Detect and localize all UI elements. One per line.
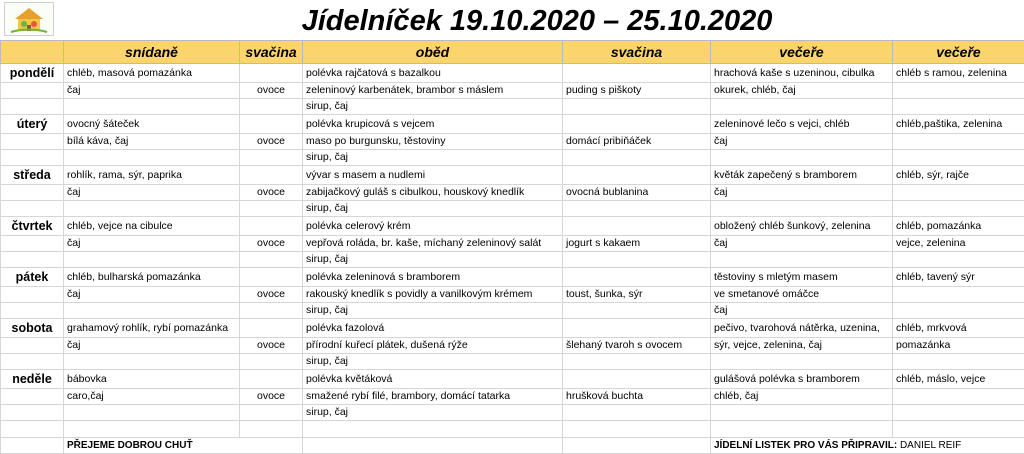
menu-cell: domácí pribiňáček [563,134,711,150]
table-row [1,99,1024,115]
menu-cell [563,64,711,83]
menu-cell [711,150,893,166]
menu-cell [240,64,303,83]
menu-cell [563,166,711,185]
day-label: neděle [1,370,64,389]
menu-cell: bábovka [64,370,240,389]
menu-cell: chléb, bulharská pomazánka [64,268,240,287]
menu-cell [64,150,240,166]
empty-cell [1,389,64,405]
menu-cell [240,166,303,185]
menu-cell: vepřová roláda, br. kaše, míchaný zeleninový salát [303,236,563,252]
menu-cell [240,150,303,166]
table-row [1,134,1024,150]
menu-cell: sirup, čaj [303,99,563,115]
header-breakfast: snídaně [64,41,240,64]
table-row [1,405,1024,421]
menu-cell: ovocná bublanina [563,185,711,201]
menu-cell: šlehaný tvaroh s ovocem [563,338,711,354]
footer-row [1,438,1024,454]
menu-cell: těstoviny s mletým masem [711,268,893,287]
menu-cell: pomazánka [893,338,1024,354]
footer-author-name: DANIEL REIF [897,440,961,451]
spacer-row [1,421,1024,438]
menu-cell [240,303,303,319]
menu-cell: chléb, čaj [711,389,893,405]
menu-cell [240,405,303,421]
table-row [1,319,1024,338]
menu-cell: polévka květáková [303,370,563,389]
empty-cell [1,236,64,252]
table-row [1,338,1024,354]
menu-cell: gulášová polévka s bramborem [711,370,893,389]
menu-cell [240,268,303,287]
menu-cell: sirup, čaj [303,252,563,268]
menu-cell: polévka zeleninová s bramborem [303,268,563,287]
empty-cell [1,201,64,217]
menu-cell: přírodní kuřecí plátek, dušená rýže [303,338,563,354]
menu-cell: ovoce [240,236,303,252]
menu-cell [893,134,1024,150]
menu-cell: zabijačkový guláš s cibulkou, houskový knedlík [303,185,563,201]
menu-cell: vývar s masem a nudlemi [303,166,563,185]
footer-prepared-by-label: JÍDELNÍ LISTEK PRO VÁS PŘIPRAVIL: [714,440,897,451]
table-row [1,115,1024,134]
menu-cell: hrachová kaše s uzeninou, cibulka [711,64,893,83]
menu-cell: bílá káva, čaj [64,134,240,150]
table-row [1,252,1024,268]
menu-cell: obložený chléb šunkový, zelenina [711,217,893,236]
menu-cell [711,354,893,370]
menu-cell [240,99,303,115]
menu-cell: ovoce [240,389,303,405]
menu-cell: ve smetanové omáčce [711,287,893,303]
menu-cell: čaj [64,185,240,201]
menu-cell: hrušková buchta [563,389,711,405]
menu-cell [240,115,303,134]
menu-cell: ovocný šáteček [64,115,240,134]
day-label: pátek [1,268,64,287]
menu-cell: čaj [711,236,893,252]
menu-cell [240,201,303,217]
menu-cell: sýr, vejce, zelenina, čaj [711,338,893,354]
menu-cell: rakouský knedlík s povidly a vanilkovým krémem [303,287,563,303]
menu-cell [64,303,240,319]
menu-cell [563,319,711,338]
empty-cell [1,185,64,201]
menu-cell [893,287,1024,303]
menu-cell: polévka krupicová s vejcem [303,115,563,134]
menu-cell [240,354,303,370]
menu-cell: ovoce [240,185,303,201]
menu-cell: zeleninové lečo s vejci, chléb [711,115,893,134]
menu-cell: chléb, pomazánka [893,217,1024,236]
menu-cell: chléb, sýr, rajče [893,166,1024,185]
table-row [1,166,1024,185]
menu-cell: sirup, čaj [303,354,563,370]
menu-cell [563,115,711,134]
menu-cell [563,252,711,268]
menu-cell [64,354,240,370]
menu-cell: grahamový rohlík, rybí pomazánka [64,319,240,338]
menu-cell [240,252,303,268]
table-row [1,150,1024,166]
table-row [1,303,1024,319]
menu-cell [240,319,303,338]
menu-cell: chléb, masová pomazánka [64,64,240,83]
empty-cell [1,83,64,99]
menu-cell [893,83,1024,99]
menu-cell [563,370,711,389]
table-row [1,236,1024,252]
menu-cell: sirup, čaj [303,201,563,217]
table-row [1,287,1024,303]
empty-cell [1,354,64,370]
header-lunch: oběd [303,41,563,64]
menu-cell: caro,čaj [64,389,240,405]
menu-cell: toust, šunka, sýr [563,287,711,303]
day-label: pondělí [1,64,64,83]
menu-cell [563,354,711,370]
table-row [1,83,1024,99]
menu-cell [893,354,1024,370]
header-second-dinner: večeře [893,41,1024,64]
menu-cell [64,99,240,115]
empty-cell [1,287,64,303]
menu-cell [893,303,1024,319]
page-title: Jídelníček 19.10.2020 – 25.10.2020 [0,2,1024,40]
menu-cell: chléb s ramou, zelenina [893,64,1024,83]
menu-cell [893,150,1024,166]
table-row [1,217,1024,236]
menu-cell [893,405,1024,421]
menu-table [0,40,1024,454]
menu-cell [240,370,303,389]
table-row [1,370,1024,389]
menu-cell: sirup, čaj [303,150,563,166]
day-label: středa [1,166,64,185]
menu-cell: ovoce [240,338,303,354]
menu-cell [240,217,303,236]
menu-cell: chléb, vejce na cibulce [64,217,240,236]
menu-cell: rohlík, rama, sýr, paprika [64,166,240,185]
menu-cell: vejce, zelenina [893,236,1024,252]
menu-cell [893,389,1024,405]
table-row [1,185,1024,201]
day-label: čtvrtek [1,217,64,236]
menu-cell: chléb, mrkvová [893,319,1024,338]
menu-cell [64,405,240,421]
day-label: úterý [1,115,64,134]
menu-cell: smažené rybí filé, brambory, domácí tatarka [303,389,563,405]
menu-cell: polévka fazolová [303,319,563,338]
menu-cell: polévka rajčatová s bazalkou [303,64,563,83]
menu-cell: ovoce [240,287,303,303]
menu-cell [711,201,893,217]
menu-cell [563,405,711,421]
menu-cell [563,150,711,166]
menu-cell: polévka celerový krém [303,217,563,236]
menu-cell [563,303,711,319]
menu-cell: chléb, tavený sýr [893,268,1024,287]
menu-cell: čaj [711,303,893,319]
header-day-column [1,41,64,64]
menu-cell [563,201,711,217]
empty-cell [1,405,64,421]
day-label: sobota [1,319,64,338]
menu-cell: chléb, máslo, vejce [893,370,1024,389]
footer-greeting: PŘEJEME DOBROU CHUŤ [64,438,303,454]
header-dinner: večeře [711,41,893,64]
menu-cell [563,268,711,287]
menu-cell: čaj [64,338,240,354]
menu-cell: jogurt s kakaem [563,236,711,252]
menu-cell [563,99,711,115]
menu-cell [893,252,1024,268]
menu-cell: čaj [64,236,240,252]
menu-cell [711,405,893,421]
empty-cell [1,150,64,166]
menu-cell: pečivo, tvarohová nátěrka, uzenina, [711,319,893,338]
menu-cell [711,99,893,115]
header-row [1,41,1024,64]
table-row [1,268,1024,287]
empty-cell [1,303,64,319]
menu-cell [893,201,1024,217]
table-row [1,201,1024,217]
empty-cell [1,134,64,150]
header-snack-am: svačina [240,41,303,64]
menu-cell: sirup, čaj [303,405,563,421]
menu-cell: ovoce [240,134,303,150]
header-snack-pm: svačina [563,41,711,64]
empty-cell [1,99,64,115]
menu-cell: čaj [64,83,240,99]
menu-cell: čaj [711,185,893,201]
table-row [1,64,1024,83]
menu-cell [711,252,893,268]
menu-cell: čaj [64,287,240,303]
table-row [1,389,1024,405]
menu-cell: ovoce [240,83,303,99]
menu-cell [893,185,1024,201]
menu-cell [563,217,711,236]
menu-cell: květák zapečený s bramborem [711,166,893,185]
menu-cell [64,201,240,217]
empty-cell [1,252,64,268]
menu-cell: sirup, čaj [303,303,563,319]
menu-cell [893,99,1024,115]
menu-cell: zeleninový karbenátek, brambor s máslem [303,83,563,99]
empty-cell [1,338,64,354]
menu-cell: okurek, chléb, čaj [711,83,893,99]
menu-cell: chléb,paštika, zelenina [893,115,1024,134]
table-row [1,354,1024,370]
menu-cell: puding s piškoty [563,83,711,99]
menu-cell: maso po burgunsku, těstoviny [303,134,563,150]
menu-cell: čaj [711,134,893,150]
menu-cell [64,252,240,268]
